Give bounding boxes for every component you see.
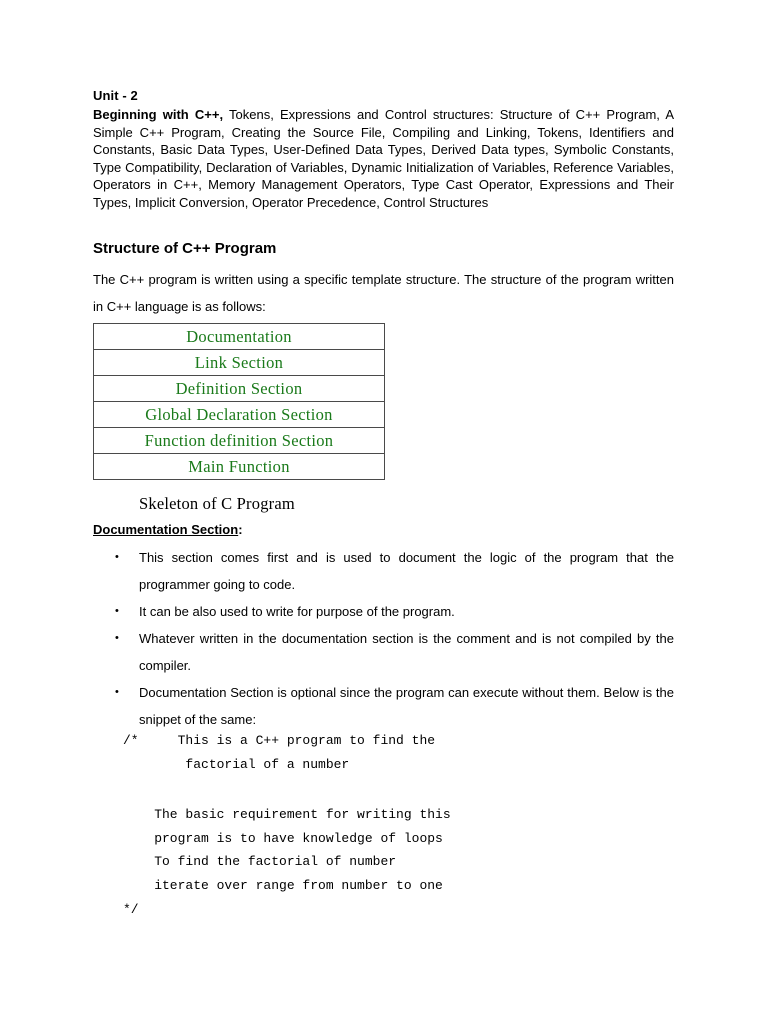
skeleton-row xyxy=(94,454,385,480)
documentation-heading-colon: : xyxy=(238,522,243,537)
code-line: To find the factorial of number xyxy=(123,854,397,869)
bullet-text: Documentation Section is optional since the program can execute without them. Below is the snippet of the same: xyxy=(139,685,674,727)
skeleton-row xyxy=(94,428,385,454)
skeleton-row xyxy=(94,350,385,376)
bullet-text: Whatever written in the documentation section is the comment and is not compiled by the compiler. xyxy=(139,631,674,673)
bullet-item xyxy=(93,544,674,598)
code-line: program is to have knowledge of loops xyxy=(123,831,443,846)
code-line: The basic requirement for writing this xyxy=(123,807,451,822)
intro-text: Tokens, Expressions and Control structures: Structure of C++ Program, A Simple C++ Program, Creating the Source File, Compiling and Linking, Tokens, Identifiers and Constants, Basic Data Types, User-Defined Data Types, Derived Data types, Symbolic Constants, Type Compatibility, Declaration of Variables, Dynamic Initialization of Variables, Reference Variables, Operators in C++, Memory Management Operators, Type Cast Operator, Expressions and Their Types, Implicit Conversion, Operator Precedence, Control Structures xyxy=(93,107,675,210)
bullet-item xyxy=(93,625,674,679)
skeleton-cell: Link Section xyxy=(94,350,385,376)
skeleton-caption: Skeleton of C Program xyxy=(139,494,295,513)
section-heading: Structure of C++ Program xyxy=(93,240,277,257)
skeleton-cell: Function definition Section xyxy=(94,428,385,454)
unit-intro xyxy=(93,106,674,212)
code-line: factorial of a number xyxy=(123,757,350,772)
skeleton-cell: Definition Section xyxy=(94,376,385,402)
skeleton-cell: Main Function xyxy=(94,454,385,480)
bullet-marker: • xyxy=(115,686,119,698)
code-line: */ xyxy=(123,902,139,917)
skeleton-cell: Documentation xyxy=(94,324,385,350)
documentation-bullets xyxy=(93,544,674,733)
skeleton-row xyxy=(94,376,385,402)
code-snippet xyxy=(123,733,451,917)
structure-paragraph: The C++ program is written using a specific template structure. The structure of the program written in C++ language is as follows: xyxy=(93,272,674,314)
code-line: iterate over range from number to one xyxy=(123,878,443,893)
bullet-text: This section comes first and is used to document the logic of the program that the programmer going to code. xyxy=(139,550,674,592)
code-line: /* This is a C++ program to find the xyxy=(123,733,436,748)
documentation-heading-text: Documentation Section xyxy=(93,522,239,537)
skeleton-row xyxy=(94,324,385,350)
bullet-text: It can be also used to write for purpose of the program. xyxy=(139,604,455,619)
bullet-marker: • xyxy=(115,551,119,563)
bullet-item xyxy=(93,598,674,625)
bullet-item xyxy=(93,679,674,733)
bullet-marker: • xyxy=(115,632,119,644)
intro-bold-lead: Beginning with C++, xyxy=(93,107,224,122)
bullet-marker: • xyxy=(115,605,119,617)
skeleton-row xyxy=(94,402,385,428)
skeleton-table xyxy=(93,323,385,480)
unit-title: Unit - 2 xyxy=(93,88,138,103)
documentation-heading xyxy=(93,522,243,537)
skeleton-cell: Global Declaration Section xyxy=(94,402,385,428)
